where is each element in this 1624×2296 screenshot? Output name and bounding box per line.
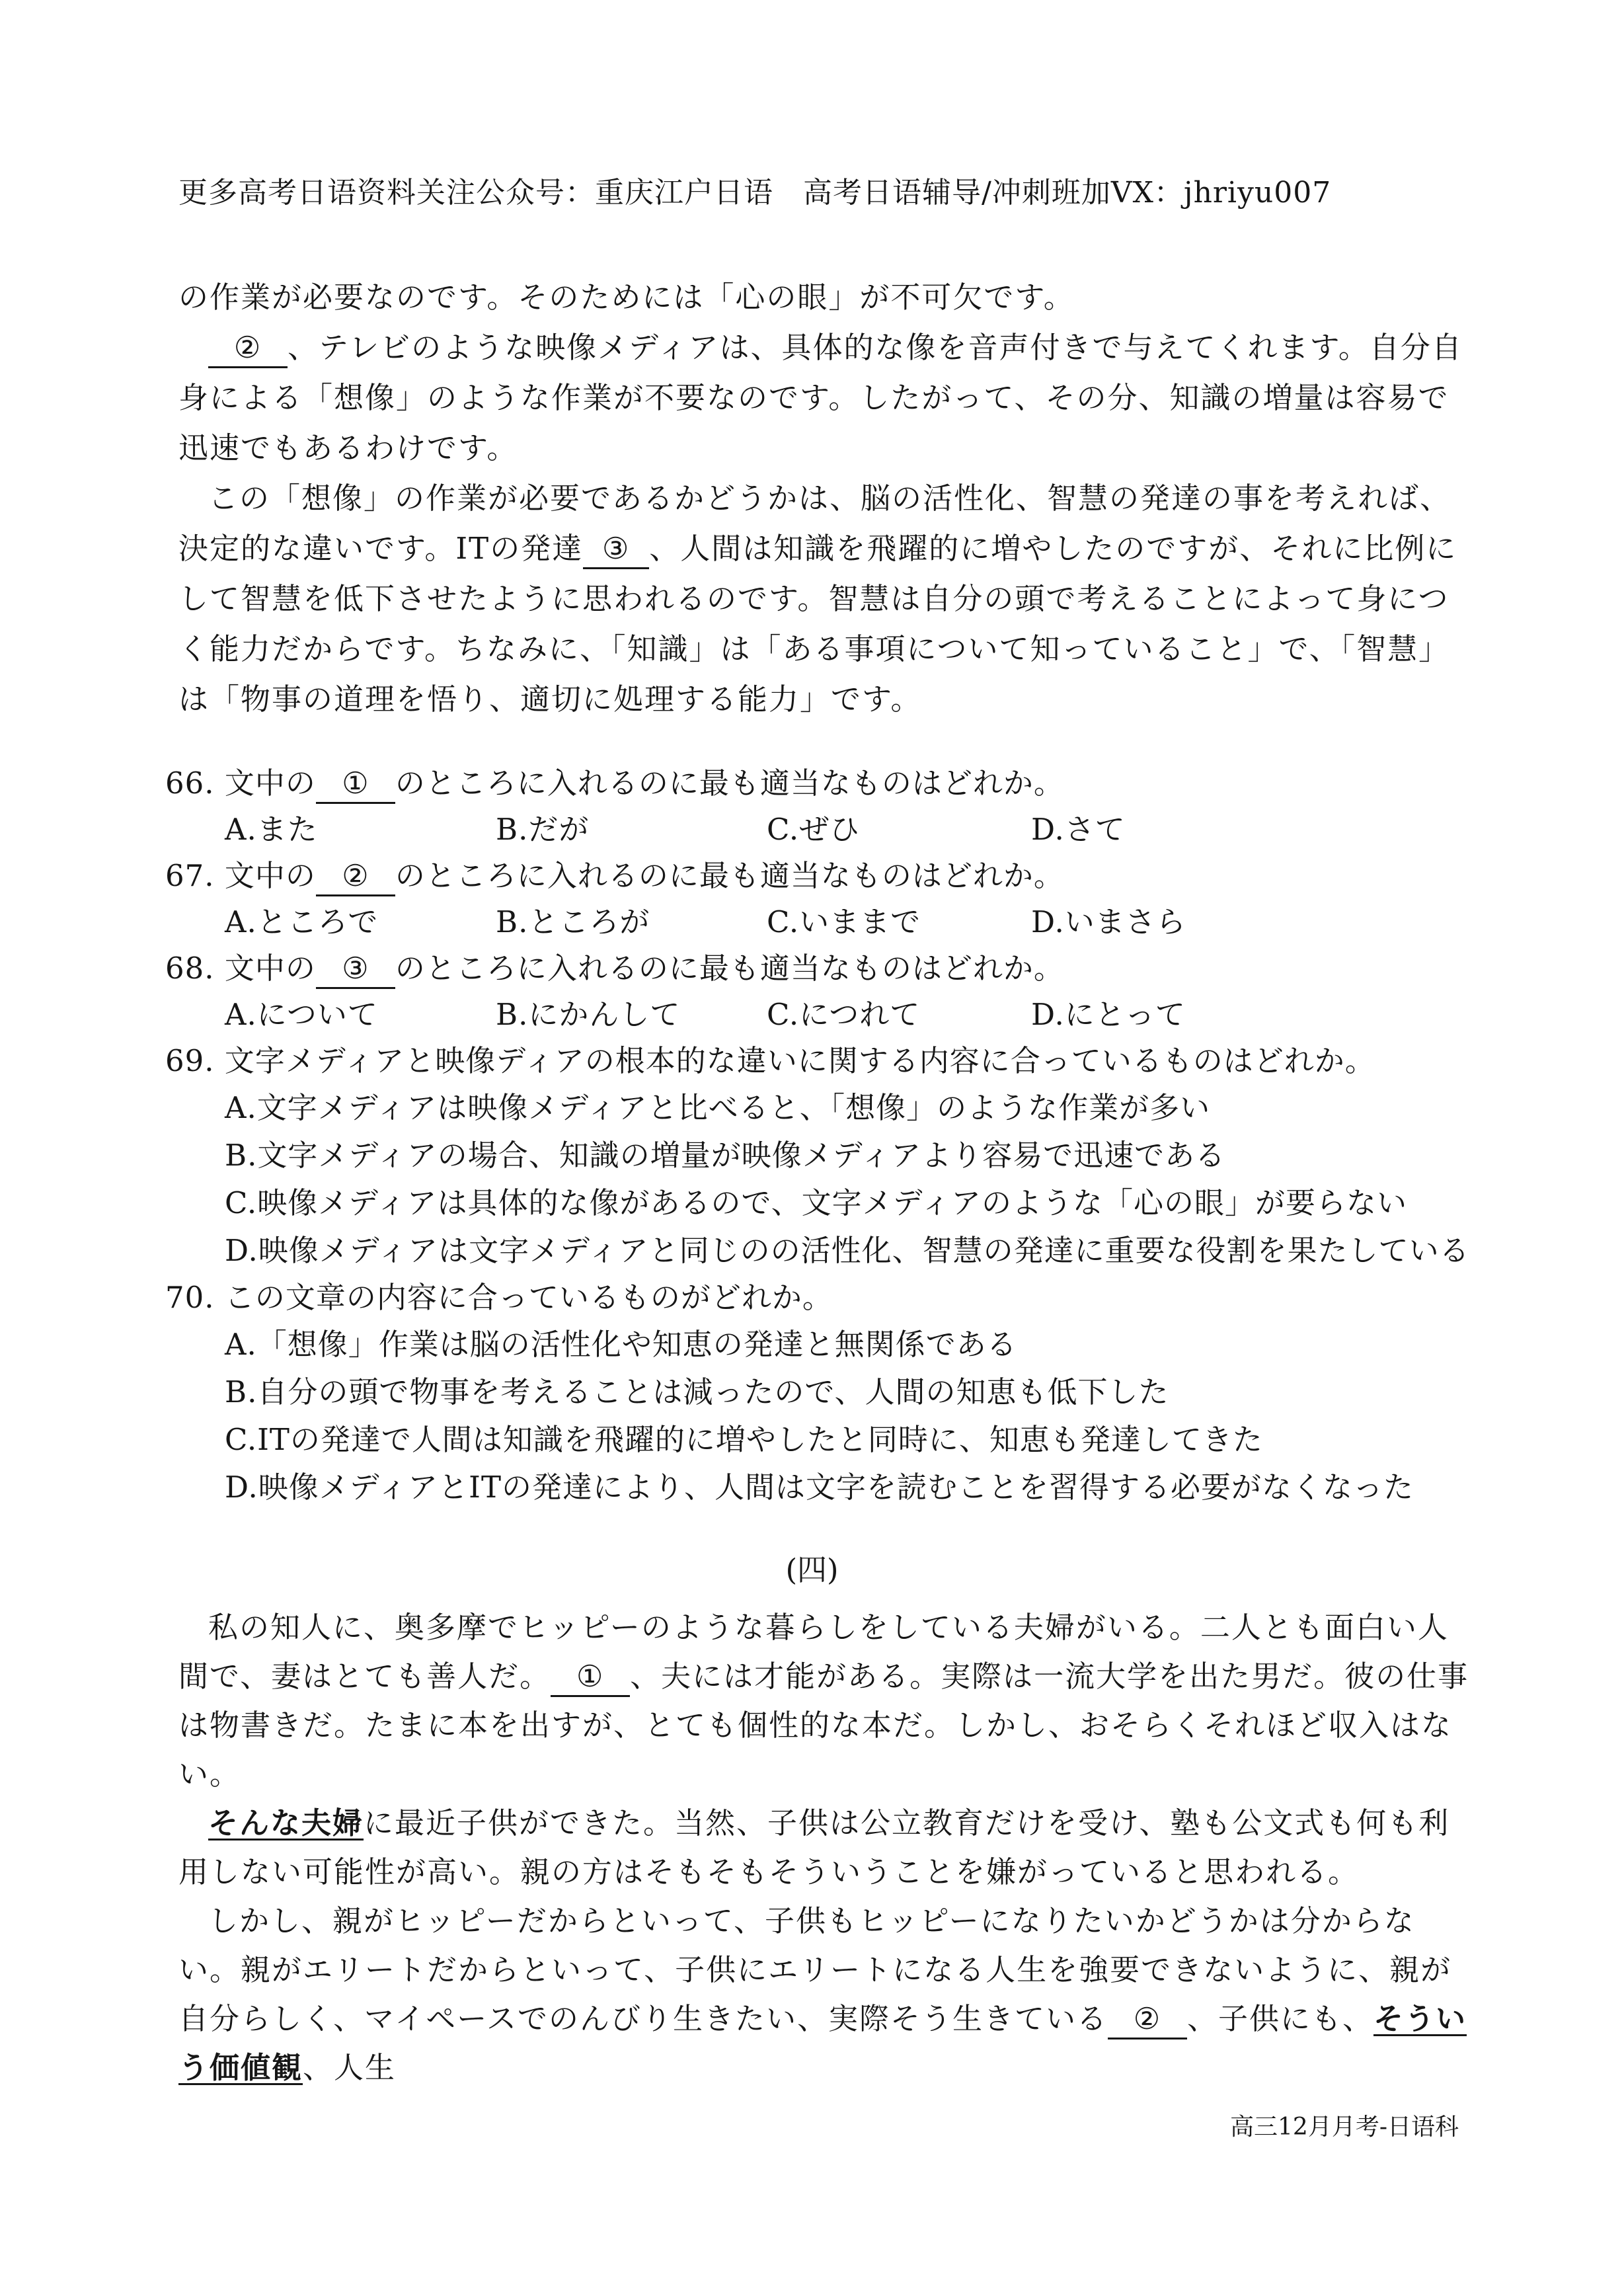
question-text: 文中の: [224, 858, 316, 893]
passage-paragraph: [178, 1603, 1474, 1799]
reading-passage-4: [178, 1603, 1474, 2092]
paragraph-text: 、子供にも、: [1186, 2001, 1373, 2036]
paragraph-text: しかし、親がヒッピーだからといって、子供もヒッピーになりたいかどうかは分からない。親がエリートだからといって、子供にエリートになる人生を強要できないように、親が自分らしく、マイペースでのんびり生きたい、実際そう生きている: [178, 1903, 1452, 2036]
option-b[interactable]: B.文字メディアの場合、知識の増量が映像メディアより容易で迅速である: [225, 1138, 1226, 1173]
option-d[interactable]: D.にとって: [1031, 997, 1186, 1032]
question-list: [165, 760, 1487, 1511]
paragraph-text: この「想像」の作業が必要であるかどうかは、脳の活性化、智慧の発達の事を考えれば、決定的な違いです。ITの発達: [178, 481, 1451, 566]
blank-2: ②: [1108, 2000, 1187, 2039]
question-number: 67.: [165, 858, 215, 893]
option-b[interactable]: B.自分の頭で物事を考えることは減ったので、人間の知恵も低下した: [225, 1374, 1169, 1409]
question-66: [165, 760, 1487, 807]
passage-paragraph: [178, 323, 1474, 473]
question-70: [165, 1275, 1487, 1321]
option-c[interactable]: C.ITの発達で人間は知識を飛躍的に増やしたと同時に、知恵も発達してきた: [225, 1422, 1263, 1457]
question-text: のところに入れるのに最も適当なものはどれか。: [395, 951, 1064, 986]
options-67: [165, 899, 1487, 945]
question-blank: ②: [316, 857, 395, 896]
paragraph-text: 、人生: [303, 2050, 397, 2085]
paragraph-text: に最近子供ができた。当然、子供は公立教育だけを受け、塾も公文式も何も利用しない可能性が高い。親の方はそもそもそういうことを嫌がっていると思われる。: [178, 1805, 1450, 1889]
question-text: 文中の: [224, 951, 316, 986]
question-67: [165, 853, 1487, 899]
option-c[interactable]: C.いままで: [767, 904, 921, 939]
options-66: [165, 807, 1487, 853]
question-68: [165, 945, 1487, 992]
paragraph-text: 、人間は知識を飛躍的に増やしたのですが、それに比例にして智慧を低下させたように思われるのです。智慧は自分の頭で考えることによって身につく能力だからです。ちなみに、「知識」は「ある事項について知っていること」で、「智慧」は「物事の道理を悟り、適切に処理する能力」です。: [178, 531, 1457, 717]
option-c[interactable]: C.映像メディアは具体的な像があるので、文字メディアのような「心の眼」が要らない: [225, 1185, 1408, 1220]
question-text: 文中の: [224, 766, 316, 801]
option-b[interactable]: B.にかんして: [496, 997, 681, 1032]
option-c[interactable]: C.につれて: [767, 997, 921, 1032]
option-a[interactable]: A.また: [225, 812, 318, 847]
question-blank: ③: [316, 950, 395, 989]
blank-2: ②: [208, 329, 288, 368]
option-d[interactable]: D.映像メディアは文字メディアと同じのの活性化、智慧の発達に重要な役割を果たしている: [225, 1233, 1470, 1268]
option-c[interactable]: C.ぜひ: [767, 812, 861, 847]
underlined-phrase: そういう価値観: [178, 2001, 1467, 2085]
question-number: 66.: [165, 766, 215, 801]
question-text: この文章の内容に合っているものがどれか。: [224, 1280, 833, 1315]
option-a[interactable]: A.について: [225, 997, 378, 1032]
option-d[interactable]: D.映像メディアとITの発達により、人間は文字を読むことを習得する必要がなくなった: [225, 1470, 1414, 1505]
option-d[interactable]: D.いまさら: [1031, 904, 1186, 939]
blank-3: ③: [583, 530, 649, 569]
passage-paragraph: の作業が必要なのです。そのためには「心の眼」が不可欠です。: [178, 280, 1075, 315]
page-footer: 高三12月月考-日语科: [1230, 2114, 1459, 2141]
question-text: のところに入れるのに最も適当なものはどれか。: [395, 766, 1064, 801]
question-number: 68.: [165, 951, 215, 986]
option-b[interactable]: B.だが: [496, 812, 590, 847]
blank-1: ①: [551, 1658, 630, 1697]
option-a[interactable]: A.ところで: [225, 904, 379, 939]
paragraph-text: 、テレビのような映像メディアは、具体的な像を音声付きで与えてくれます。自分自身による「想像」のような作業が不要なのです。したがって、その分、知識の増量は容易で迅速でもあるわけです。: [178, 330, 1463, 465]
paragraph-text: 私の知人に、奥多摩でヒッピーのような暮らしをしている夫婦がいる。二人とも面白い人間で、妻はとても善人だ。: [178, 1610, 1449, 1694]
option-a[interactable]: A.文字メディアは映像メディアと比べると、「想像」のような作業が多い: [225, 1090, 1211, 1125]
page-header: 更多高考日语资料关注公众号：重庆江户日语 高考日语辅导/冲刺班加VX：jhriyu007: [178, 176, 1332, 210]
reading-passage-3: [178, 272, 1474, 725]
passage-paragraph: [178, 1799, 1474, 1897]
question-text: のところに入れるのに最も適当なものはどれか。: [395, 858, 1064, 893]
option-b[interactable]: B.ところが: [496, 904, 650, 939]
section-title: (四): [785, 1552, 839, 1587]
question-69: [165, 1038, 1487, 1084]
question-blank: ①: [316, 765, 395, 804]
paragraph-text: 、夫には才能がある。実際は一流大学を出た男だ。彼の仕事は物書きだ。たまに本を出すが、とても個性的な本だ。しかし、おそらくそれほど収入はない。: [178, 1659, 1469, 1792]
option-a[interactable]: A.「想像」作業は脳の活性化や知恵の発達と無関係である: [225, 1327, 1017, 1362]
question-number: 70.: [165, 1280, 215, 1315]
underlined-phrase: そんな夫婦: [208, 1805, 364, 1841]
passage-paragraph: [178, 1897, 1474, 2092]
options-68: [165, 992, 1487, 1038]
passage-paragraph: [178, 473, 1474, 725]
question-number: 69.: [165, 1043, 215, 1078]
question-text: 文字メディアと映像ディアの根本的な違いに関する内容に合っているものはどれか。: [224, 1043, 1375, 1078]
option-d[interactable]: D.さて: [1031, 812, 1126, 847]
